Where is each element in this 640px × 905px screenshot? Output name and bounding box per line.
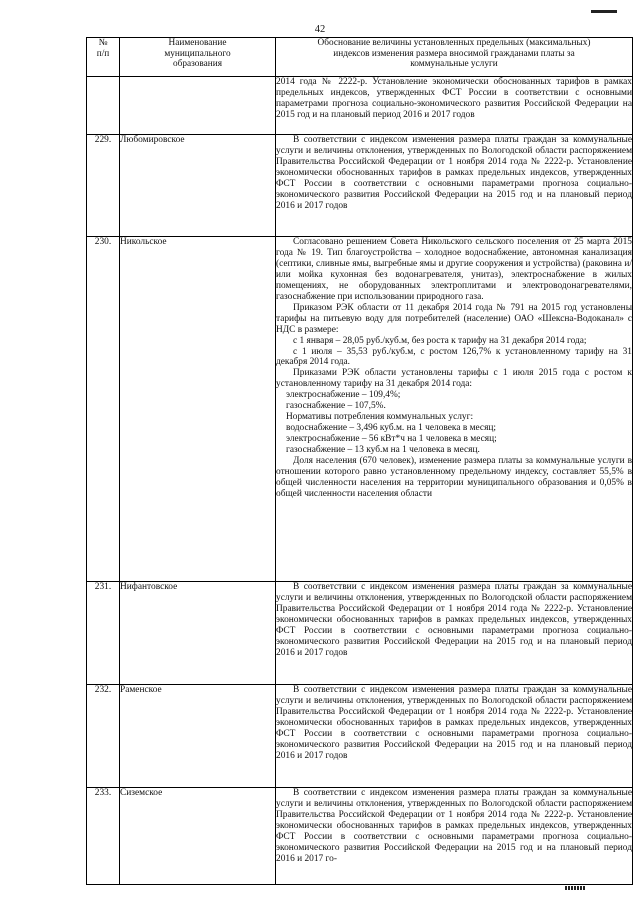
row-number: 230. xyxy=(87,237,120,582)
justification-paragraph: Приказами РЭК области установлены тарифы с 1 июля 2015 года с ростом к установленному тарифу на 31 декабря 2014 года: xyxy=(276,368,632,390)
justification-text xyxy=(276,788,633,885)
justification-text xyxy=(276,135,633,237)
justification-paragraph: с 1 июля – 35,53 руб./куб.м, с ростом 126,7% к установленному тарифу на 31 декабря 2014 года. xyxy=(276,346,632,368)
justification-paragraph: электроснабжение – 56 кВт*ч на 1 человека в месяц; xyxy=(286,434,497,445)
header-municipality-line: Наименование xyxy=(168,38,227,48)
municipality-name: Любомировское xyxy=(120,135,276,237)
scan-mark-bottom xyxy=(565,886,585,890)
justification-paragraph: В соответствии с индексом изменения размера платы граждан за коммунальные услуги и величины отклонения, утвержденных по Вологодской области распоряжением Правительства Российской Федерации от 1 ноября 2014 года № 2222-р. Установление экономически обоснованных тарифов в рамках предельных индексов, утвержденных ФСТ России в соответствии с основными параметрами прогноза социально-экономического развития Российской Федерации на 2015 год и на плановый период 2016 и 2017 годов xyxy=(276,135,632,211)
justification-paragraph: Приказом РЭК области от 11 декабря 2014 года № 791 на 2015 год установлены тарифы на питьевую воду для потребителей (население) ОАО «Шексна-Водоканал» с НДС в размере: xyxy=(276,302,632,335)
header-justification-line: коммунальные услуги xyxy=(410,59,498,70)
justification-text xyxy=(276,237,633,582)
row-number: 233. xyxy=(87,788,120,885)
justification-paragraph: с 1 января – 28,05 руб./куб.м, без роста к тарифу на 31 декабря 2014 года; xyxy=(293,335,587,346)
header-municipality xyxy=(120,38,276,77)
justification-paragraph: газоснабжение – 13 куб.м на 1 человека в месяц. xyxy=(286,445,480,456)
header-number-line: п/п xyxy=(96,48,110,59)
justification-paragraph: газоснабжение – 107,5%. xyxy=(286,401,386,412)
municipality-name xyxy=(120,77,276,135)
table-header-row xyxy=(87,38,633,77)
municipality-name: Никольское xyxy=(120,237,276,582)
table-body xyxy=(87,77,633,885)
justification-paragraph: 2014 года № 2222-р. Установление экономически обоснованных тарифов в рамках предельных индексов, утвержденных ФСТ России в соответствии с основными параметрами прогноза социально-экономического развития Российской Федерации на 2015 год и на плановый период 2016 и 2017 годов xyxy=(276,77,632,120)
row-number: 229. xyxy=(87,135,120,237)
table-row xyxy=(87,77,633,135)
municipality-name: Сиземское xyxy=(120,788,276,885)
header-municipality-line: образования xyxy=(172,59,223,70)
row-number: 232. xyxy=(87,685,120,788)
header-municipality-line: муниципального xyxy=(164,48,231,59)
municipality-name: Раменское xyxy=(120,685,276,788)
justification-paragraph: Согласовано решением Совета Никольского сельского поселения от 25 марта 2015 года № 19. Тип благоустройства – холодное водоснабжение, автономная канализация (септики, сливные ямы, выгребные ямы и другие сооружения и устройства) (раковина и/или мойка кухонная без водонагревателя, унитаз), электроснабжение в жилых помещениях, не оборудованных электроплитами и электроводонагревателями, газоснабжение при использовании природного газа. xyxy=(276,237,632,302)
justification-text xyxy=(276,582,633,685)
row-number: 231. xyxy=(87,582,120,685)
justification-paragraph: электроснабжение – 109,4%; xyxy=(286,390,401,401)
municipality-name: Нифантовское xyxy=(120,582,276,685)
header-justification xyxy=(276,38,633,77)
scan-mark-top xyxy=(591,10,617,13)
justification-text xyxy=(276,685,633,788)
table-row xyxy=(87,685,633,788)
table-row xyxy=(87,788,633,885)
page-number: 42 xyxy=(314,24,326,35)
header-number-line: № xyxy=(98,38,108,48)
justification-paragraph: В соответствии с индексом изменения размера платы граждан за коммунальные услуги и величины отклонения, утвержденных по Вологодской области распоряжением Правительства Российской Федерации от 1 ноября 2014 года № 2222-р. Установление экономически обоснованных тарифов в рамках предельных индексов, утвержденных ФСТ России в соответствии с основными параметрами прогноза социально-экономического развития Российской Федерации на 2015 год и на плановый период 2016 и 2017 годов xyxy=(276,582,632,658)
table-row xyxy=(87,135,633,237)
justification-text xyxy=(276,77,633,135)
justification-paragraph: В соответствии с индексом изменения размера платы граждан за коммунальные услуги и величины отклонения, утвержденных по Вологодской области распоряжением Правительства Российской Федерации от 1 ноября 2014 года № 2222-р. Установление экономически обоснованных тарифов в рамках предельных индексов, утвержденных ФСТ России в соответствии с основными параметрами прогноза социально-экономического развития Российской Федерации на 2015 год и на плановый период 2016 и 2017 годов xyxy=(276,685,632,761)
tariff-table xyxy=(86,37,633,885)
justification-paragraph: Нормативы потребления коммунальных услуг: xyxy=(286,412,474,423)
header-justification-line: Обоснование величины установленных предельных (максимальных) xyxy=(317,38,591,48)
table-row xyxy=(87,237,633,582)
justification-paragraph: водоснабжение – 3,496 куб.м. на 1 человека в месяц; xyxy=(286,423,497,434)
header-number xyxy=(87,38,120,77)
justification-paragraph: В соответствии с индексом изменения размера платы граждан за коммунальные услуги и величины отклонения, утвержденных по Вологодской области распоряжением Правительства Российской Федерации от 1 ноября 2014 года № 2222-р. Установление экономически обоснованных тарифов в рамках предельных индексов, утвержденных ФСТ России в соответствии с основными параметрами прогноза социально-экономического развития Российской Федерации на 2015 год и на плановый период 2016 и 2017 го- xyxy=(276,788,632,864)
justification-paragraph: Доля населения (670 человек), изменение размера платы за коммунальные услуги в отношении которого равно установленному предельному индексу, составляет 55,5% в общей численности населения на территории муниципального образования и 0,05% в общей численности населения области xyxy=(276,456,632,499)
row-number xyxy=(87,77,120,135)
header-justification-line: индексов изменения размера вносимой гражданами платы за xyxy=(333,48,575,59)
table-row xyxy=(87,582,633,685)
